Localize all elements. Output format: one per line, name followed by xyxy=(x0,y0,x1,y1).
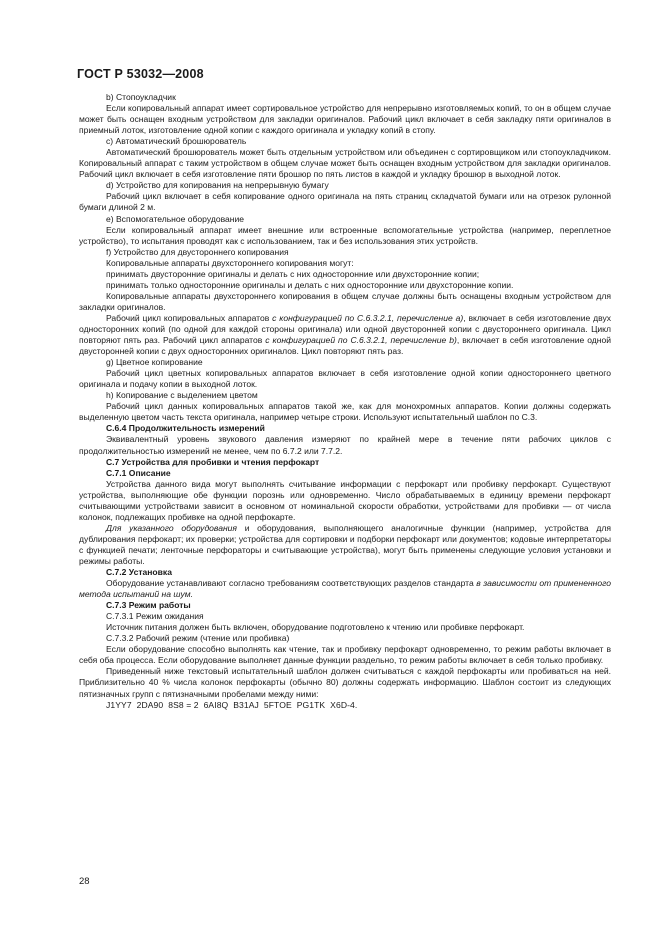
item-b-title: b) Стопоукладчик xyxy=(106,92,176,102)
item-g-text: Рабочий цикл цветных копировальных аппаратов включает в себя изготовление одной копии одностороннего цветного оригинала и подачу копии в выходной лоток. xyxy=(79,368,611,390)
section-c72-text-italic: в зависимости от примененного метода испытаний на шум. xyxy=(79,578,611,600)
item-d-text: Рабочий цикл включает в себя копирование одного оригинала на пять страниц складчатой бумаги или на отрезок рулонной бумаги длиной 2 м. xyxy=(79,191,611,213)
item-f-text-2-ref-b: с конфигурацией по С.6.3.2.1, перечисление b) xyxy=(265,335,457,346)
page-content xyxy=(79,92,611,711)
item-f-text-2-part-a: Рабочий цикл копировальных аппаратов xyxy=(106,312,273,323)
item-f-title: f) Устройство для двустороннего копирования xyxy=(106,246,289,257)
item-d-title: d) Устройство для копирования на непрерывную бумагу xyxy=(106,180,329,191)
section-c71-text: Устройства данного вида могут выполнять считывание информации с перфокарт или пробивку перфокарт. Существуют устройства, выполняющие обе функции порознь или одновременно. Число обрабатываемых в единицу времени перфокарт считывающими устройствами зависит в основном от номинальной скорости обработки, устройствами для пробивки — от числа колонок, подлежащих пробивке на одной перфокарте. xyxy=(79,478,611,522)
section-c71-text-2 xyxy=(79,523,611,567)
test-template-codes: J1YY7 2DA90 8S8 = 2 6AI8Q B31AJ 5FTOE PG1TK X6D-4. xyxy=(106,699,358,710)
section-c731-heading: С.7.3.1 Режим ожидания xyxy=(106,611,204,622)
item-h-text: Рабочий цикл данных копировальных аппаратов такой же, как для монохромных аппаратов. Копии должны содержать выделенную цветом часть текста оригинала, например четыре строки. Используют испытательный шаблон по С.3. xyxy=(79,401,611,423)
item-f-text-2 xyxy=(79,313,611,357)
item-g-title: g) Цветное копирование xyxy=(106,357,203,368)
section-c732-heading: С.7.3.2 Рабочий режим (чтение или пробивка) xyxy=(106,633,290,644)
item-f-text-1: Копировальные аппараты двухстороннего копирования в общем случае должны быть оснащены входным устройством для закладки оригиналов. xyxy=(79,290,611,312)
item-h-title: h) Копирование с выделением цветом xyxy=(106,390,258,401)
item-f-line-2: принимать двусторонние оригиналы и делать с них односторонние или двухсторонние копии; xyxy=(106,268,480,279)
item-c-text: Автоматический брошюрователь может быть отдельным устройством или объединен с сортировщиком или стопоукладчиком. Копировальный аппарат с таким устройством в общем случае может быть оснащен входным устройством для закладки оригиналов. Рабочий цикл включает в себя изготовление пяти брошюр по пять листов в каждой и укладку брошюр в выходной лоток. xyxy=(79,147,611,180)
item-e-title: e) Вспомогательное оборудование xyxy=(106,213,245,224)
section-c72-heading: С.7.2 Установка xyxy=(106,567,172,578)
section-c64-heading: С.6.4 Продолжительность измерений xyxy=(106,423,265,434)
test-template-text: Приведенный ниже текстовый испытательный шаблон должен считываться с каждой перфокарты или пробиваться на ней. Приблизительно 40 % числа колонок перфокарты (обычно 80) должны содержать информацию. Шаблон состоит из следующих пятизначных групп с пятизначными пробелами между ними: xyxy=(79,666,611,699)
section-c732-text: Если оборудование способно выполнять как чтение, так и пробивку перфокарт одновременно, то режим работы включает в себя оба процесса. Если оборудование выполняет данные функции раздельно, то режим работы включает в себя только пробивку. xyxy=(79,644,611,666)
item-e-text: Если копировальный аппарат имеет внешние или встроенные вспомогательные устройства (например, переплетное устройство), то испытания проводят как с использованием, так и без использования этих устройств. xyxy=(79,224,611,246)
section-c71-text-2-italic: Для указанного оборудования xyxy=(106,522,237,533)
item-f-text-2-part-e: , включает в себя изготовление одной двусторонней копии с двух односторонних оригиналов. Цикл повторяют пять раз. xyxy=(79,335,612,357)
item-f-line-1: Копировальные аппараты двухстороннего копирования могут: xyxy=(106,257,354,268)
page-header: ГОСТ Р 53032—2008 xyxy=(77,67,204,81)
section-c71-heading: С.7.1 Описание xyxy=(106,467,171,478)
item-f-line-3: принимать только односторонние оригиналы и делать с них односторонние или двухсторонние копии. xyxy=(106,279,514,290)
section-c731-text: Источник питания должен быть включен, оборудование подготовлено к чтению или пробивке перфокарт. xyxy=(106,622,525,633)
section-c72-text-part-a: Оборудование устанавливают согласно требованиям соответствующих разделов стандарта xyxy=(106,578,477,589)
item-f-text-2-part-c: , включает в себя изготовление двух односторонних копий (по одной для каждой стороны оригинала) или одной двусторонней копии с двустороннего оригинала. Цикл повторяют пять раз. Рабочий цикл аппаратов xyxy=(79,312,611,346)
section-c64-text: Эквивалентный уровень звукового давления измеряют по крайней мере в течение пяти рабочих циклов с продолжительностью измерений не менее, чем по 6.7.2 или 7.7.2. xyxy=(79,434,611,456)
item-b-text: Если копировальный аппарат имеет сортировальное устройство для непрерывно изготовляемых копий, то он в общем случае может быть оснащен входным устройством для закладки оригиналов. Рабочий цикл включает в себя закладку пяти оригиналов в приемный лоток, изготовление одной копии с каждого оригинала и укладку копий в стопу. xyxy=(79,103,611,136)
section-c72-text xyxy=(79,578,611,600)
item-f-text-2-ref-a: с конфигурацией по С.6.3.2.1, перечисление a) xyxy=(272,312,464,323)
page-number: 28 xyxy=(79,876,90,887)
section-c73-heading: С.7.3 Режим работы xyxy=(106,600,191,611)
section-c71-text-2-rest: и оборудования, выполняющего аналогичные функции (например, устройства для дублирования перфокарт; их проверки; устройства для сортировки и подборки перфокарт или документов; кодовые интерпретаторы с функцией печати; ленточные перфораторы и считывающие устройства), могут быть применены следующие условия установки и режимы работы. xyxy=(79,522,611,566)
section-c7-heading: С.7 Устройства для пробивки и чтения перфокарт xyxy=(106,456,320,467)
item-c-title: c) Автоматический брошюрователь xyxy=(106,136,247,147)
